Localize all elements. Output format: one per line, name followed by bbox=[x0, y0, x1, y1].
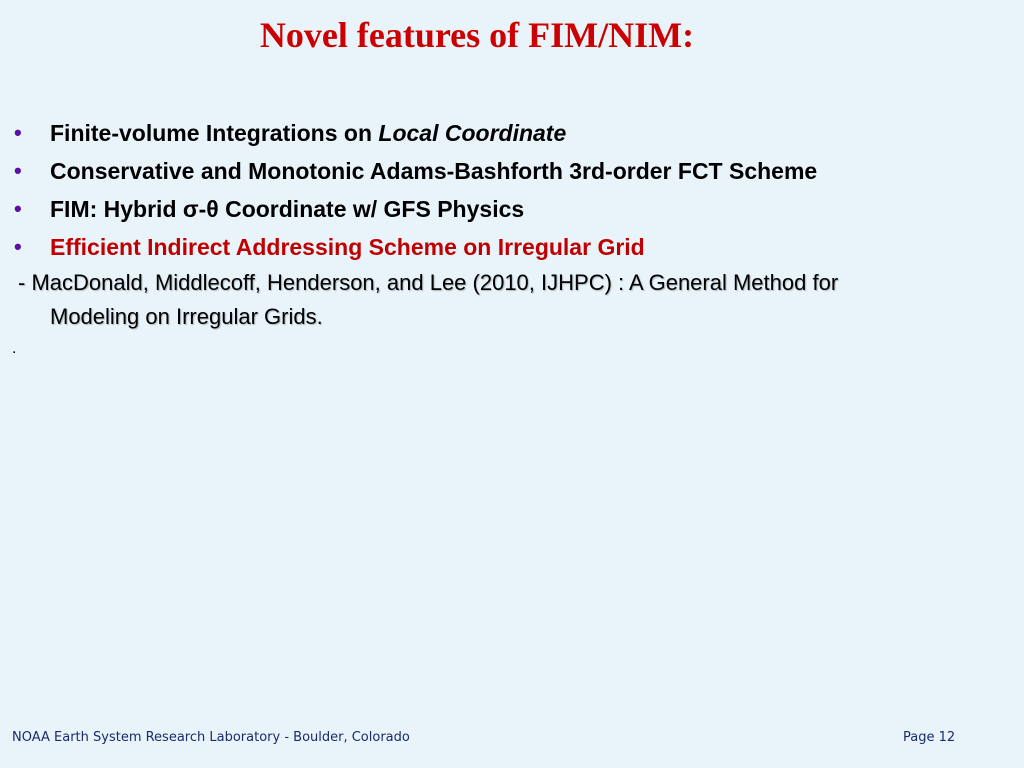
citation-line-1: - MacDonald, Middlecoff, Henderson, and Lee (2010, IJHPC) : A General Method for bbox=[18, 270, 839, 295]
bullet-item-fct-scheme bbox=[14, 152, 1014, 190]
bullet-item-hybrid-coordinate bbox=[14, 190, 1014, 228]
bullet-icon: • bbox=[14, 196, 22, 221]
bullet-item-indirect-addressing bbox=[14, 228, 1014, 266]
bullet-list bbox=[14, 114, 1014, 266]
bullet-text: Finite-volume Integrations on bbox=[50, 120, 379, 146]
bullet-text: FIM: Hybrid σ-θ Coordinate w/ GFS Physics bbox=[50, 196, 525, 222]
bullet-icon: • bbox=[14, 158, 22, 183]
bullet-item-finite-volume bbox=[14, 114, 1014, 152]
citation bbox=[18, 266, 988, 334]
footer-organization: NOAA Earth System Research Laboratory - Boulder, Colorado bbox=[12, 730, 410, 745]
bullet-emphasis: Local Coordinate bbox=[378, 120, 567, 146]
stray-mark: . bbox=[12, 340, 17, 357]
bullet-text: Efficient Indirect Addressing Scheme on Irregular Grid bbox=[50, 234, 645, 260]
bullet-icon: • bbox=[14, 234, 22, 259]
slide-title: Novel features of FIM/NIM: bbox=[259, 15, 695, 55]
footer-page-number: Page 12 bbox=[903, 730, 956, 745]
bullet-icon: • bbox=[14, 120, 22, 145]
citation-line-2: Modeling on Irregular Grids. bbox=[50, 304, 323, 329]
bullet-text: Conservative and Monotonic Adams-Bashforth 3rd-order FCT Scheme bbox=[50, 158, 818, 184]
